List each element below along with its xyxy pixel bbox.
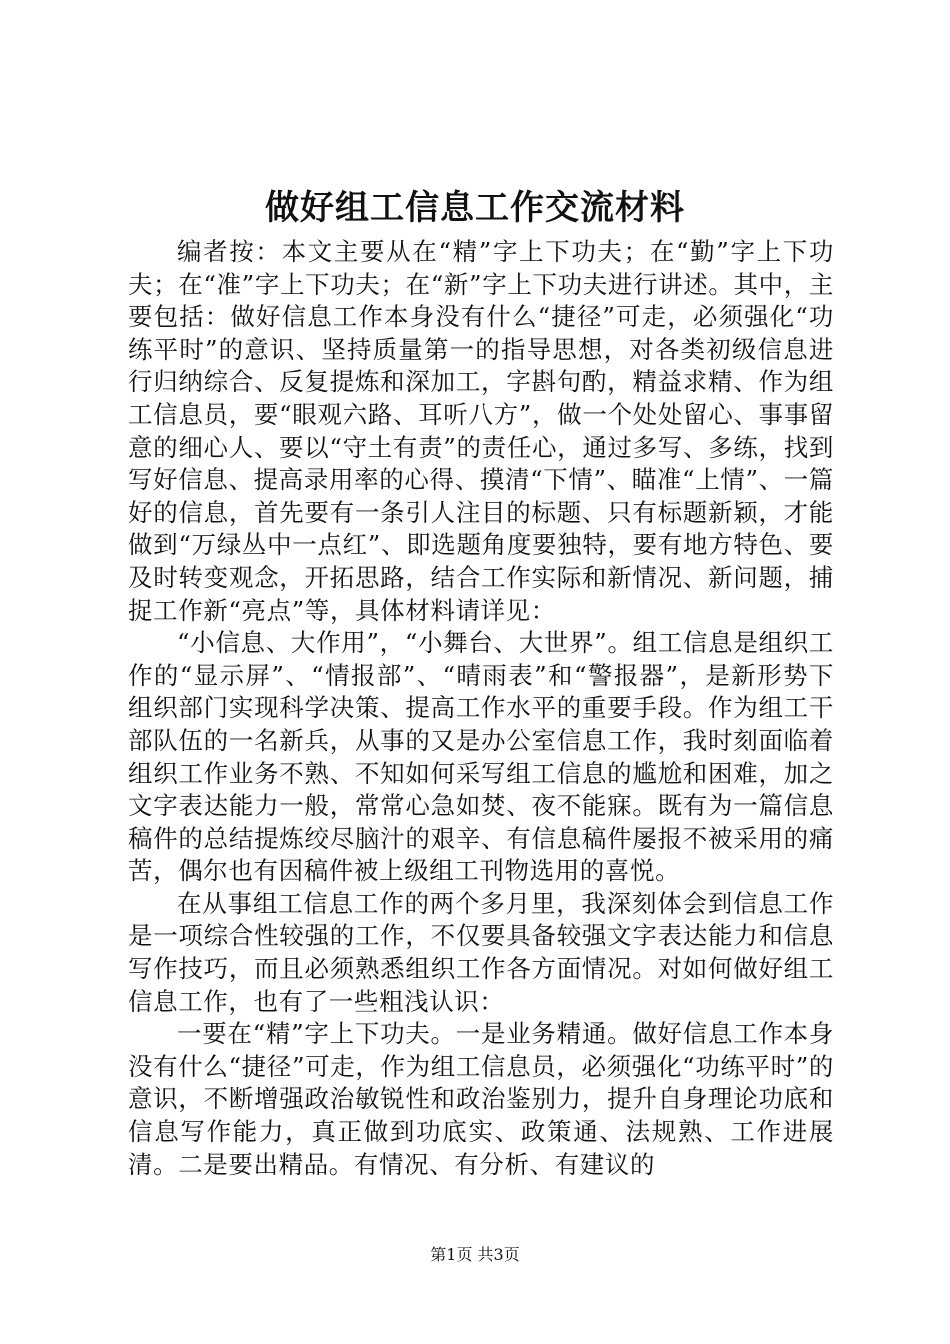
document-body	[128, 236, 834, 1181]
paragraph-point-one: 一要在“精”字上下功夫。一是业务精通。做好信息工作本身没有什么“捷径”可走，作为组工信息员，必须强化“功练平时”的意识，不断增强政治敏锐性和政治鉴别力，提升自身理论功底和信息写作能力，真正做到功底实、政策通、法规熟、工作进展清。二是要出精品。有情况、有分析、有建议的	[128, 1019, 834, 1179]
paragraph-editor-note: 编者按：本文主要从在“精”字上下功夫；在“勤”字上下功夫；在“准”字上下功夫；在“新”字上下功夫进行讲述。其中，主要包括：做好信息工作本身没有什么“捷径”可走，必须强化“功练平时”的意识、坚持质量第一的指导思想，对各类初级信息进行归纳综合、反复提炼和深加工，字斟句酌，精益求精、作为组工信息员，要“眼观六路、耳听八方”，做一个处处留心、事事留意的细心人、要以“守土有责”的责任心，通过多写、多练，找到写好信息、提高录用率的心得、摸清“下情”、瞄准“上情”、一篇好的信息，首先要有一条引人注目的标题、只有标题新颖，才能做到“万绿丛中一点红”、即选题角度要独特，要有地方特色、要及时转变观念，开拓思路，结合工作实际和新情况、新问题，捕捉工作新“亮点”等，具体材料请详见：	[128, 237, 834, 625]
page-footer	[0, 1244, 950, 1266]
paragraph-intro: “小信息、大作用”，“小舞台、大世界”。组工信息是组织工作的“显示屏”、“情报部”、“晴雨表”和“警报器”，是新形势下组织部门实现科学决策、提高工作水平的重要手段。作为组工干部队伍的一名新兵，从事的又是办公室信息工作，我时刻面临着组织工作业务不熟、不知如何采写组工信息的尴尬和困难，加之文字表达能力一般，常常心急如焚、夜不能寐。既有为一篇信息稿件的总结提炼绞尽脑汁的艰辛、有信息稿件屡报不被采用的痛苦，偶尔也有因稿件被上级组工刊物选用的喜悦。	[128, 628, 834, 886]
page-indicator: 第1页 共3页	[430, 1245, 520, 1264]
document-title: 做好组工信息工作交流材料	[265, 188, 685, 228]
paragraph-experience: 在从事组工信息工作的两个多月里，我深刻体会到信息工作是一项综合性较强的工作，不仅要具备较强文字表达能力和信息写作技巧，而且必须熟悉组织工作各方面情况。对如何做好组工信息工作，也有了一些粗浅认识：	[128, 888, 834, 1016]
